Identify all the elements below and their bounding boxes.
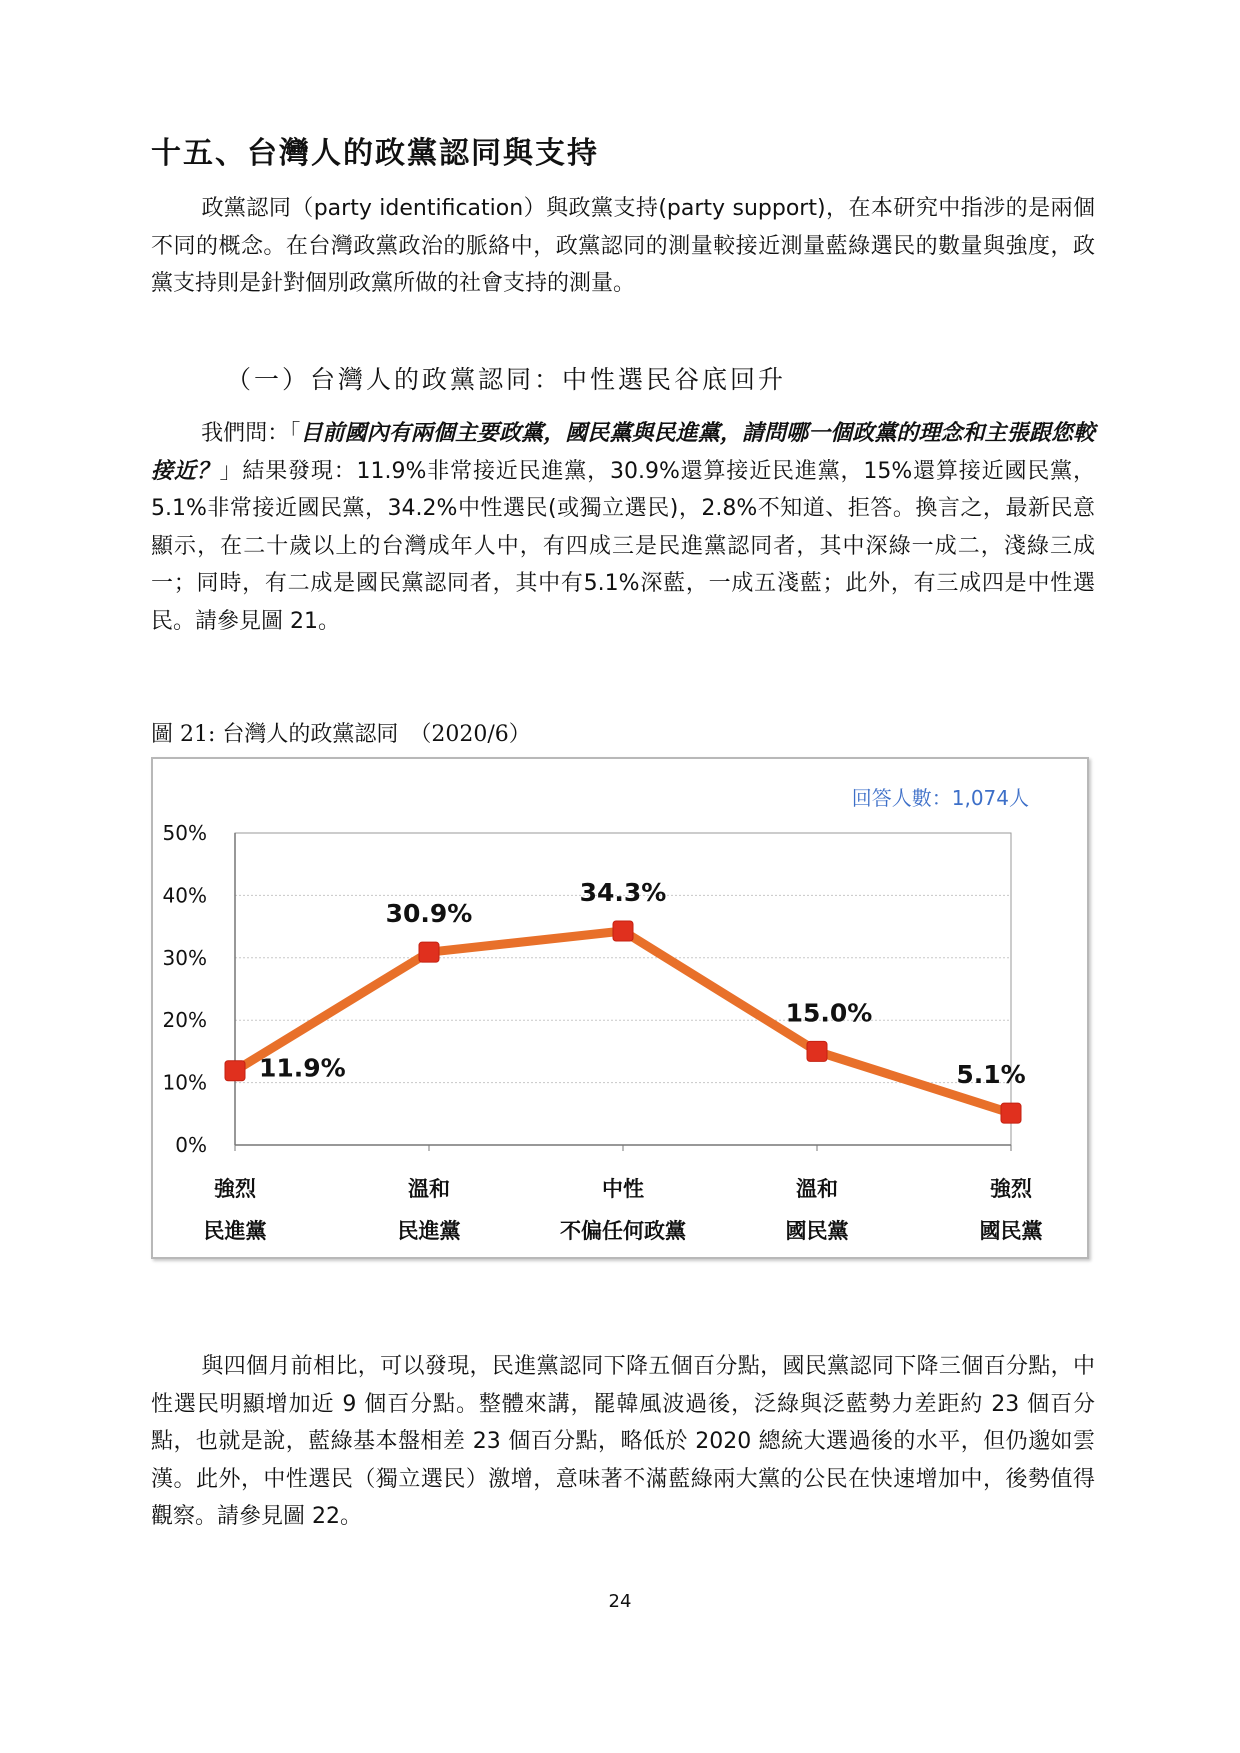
question-results: 」結果發現：11.9%非常接近民進黨，30.9%還算接近民進黨，15%還算接近國民黨，5.1%非常接近國民黨，34.2%中性選民(或獨立選民)，2.8%不知道、拒答。換言之，最新民意顯示，在二十歲以上的台灣成年人中，有四成三是民進黨認同者，其中深綠一成二，淺綠三成一；同時，有二成是國民黨認同者，其中有5.1%深藍，一成五淺藍；此外，有三成四是中性選民。請參見圖 21。 (151, 458, 1095, 634)
x-category-label: 溫和 (408, 1177, 450, 1201)
closing-paragraph-text: 與四個月前相比，可以發現，民進黨認同下降五個百分點，國民黨認同下降三個百分點，中性選民明顯增加近 9 個百分點。整體來講，罷韓風波過後，泛綠與泛藍勢力差距約 23 個百分點，也就是說，藍綠基本盤相差 23 個百分點，略低於 2020 總統大選過後的水平，但仍邈如雲漢。此外，中性選民（獨立選民）激增，意味著不滿藍綠兩大黨的公民在快速增加中，後勢值得觀察。請參見圖 22。 (151, 1354, 1095, 1529)
line-chart-svg (153, 759, 1087, 1257)
question-lead: 我們問：「 (201, 421, 301, 446)
data-label: 34.3% (579, 877, 667, 907)
y-tick-label: 40% (162, 883, 207, 908)
data-point (1001, 1103, 1021, 1123)
x-category-label: 強烈 (990, 1177, 1032, 1201)
intro-paragraph (151, 190, 1095, 303)
survey-question: 目前國內有兩個主要政黨，國民黨與民進黨，請問哪一個政黨的理念和主張跟您較接近？ (151, 421, 1095, 484)
data-label: 30.9% (385, 899, 473, 929)
y-tick-label: 50% (162, 821, 207, 845)
x-category-label: 民進黨 (397, 1219, 461, 1243)
x-category-label: 國民黨 (979, 1219, 1043, 1243)
question-paragraph (151, 415, 1095, 640)
respondent-count-annotation: 回答人數：1,074人 (851, 786, 1029, 810)
subsection-heading: （一）台灣人的政黨認同：中性選民谷底回升 (226, 365, 787, 394)
x-category-label: 民進黨 (203, 1219, 267, 1243)
intro-paragraph-text: 政黨認同（party identification）與政黨支持(party support)，在本研究中指涉的是兩個不同的概念。在台灣政黨政治的脈絡中，政黨認同的測量較接近測量藍綠選民的數量與強度，政黨支持則是針對個別政黨所做的社會支持的測量。 (151, 196, 1095, 296)
party-identification-chart (151, 757, 1089, 1259)
data-point (807, 1041, 827, 1061)
section-heading: 十五、台灣人的政黨認同與支持 (151, 136, 599, 171)
data-label: 15.0% (785, 998, 873, 1028)
data-point (613, 921, 633, 941)
y-tick-label: 10% (162, 1070, 207, 1095)
page-number: 24 (608, 1591, 632, 1612)
data-point (419, 942, 439, 962)
data-point (225, 1061, 245, 1081)
y-tick-label: 30% (162, 945, 207, 970)
x-category-label: 中性 (602, 1177, 644, 1201)
data-label: 5.1% (956, 1060, 1026, 1090)
data-label: 11.9% (259, 1053, 346, 1083)
x-category-label: 溫和 (796, 1177, 838, 1201)
x-category-label: 不偏任何政黨 (560, 1219, 686, 1243)
x-category-label: 強烈 (214, 1177, 256, 1201)
closing-paragraph (151, 1348, 1095, 1536)
figure-title: 圖 21: 台灣人的政黨認同 （2020/6） (151, 722, 531, 747)
y-tick-label: 0% (175, 1133, 207, 1157)
x-category-label: 國民黨 (785, 1219, 849, 1243)
y-tick-label: 20% (162, 1008, 207, 1033)
